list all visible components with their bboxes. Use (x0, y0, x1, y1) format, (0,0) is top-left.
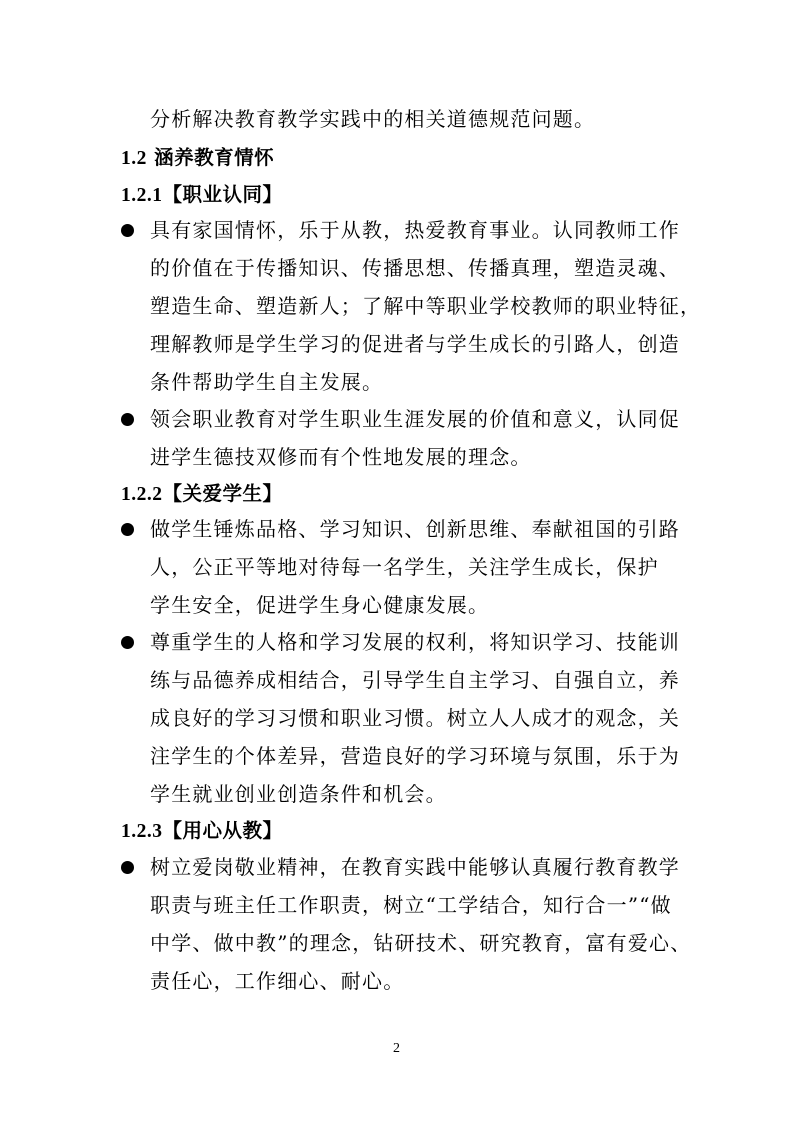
subsection-title: 【职业认同】 (162, 183, 283, 206)
section-heading-1-2 (121, 146, 274, 171)
page-number: 2 (393, 1041, 400, 1056)
bullet-4-line-3: 成良好的学习习惯和职业习惯。树立人人成才的观念，关 (150, 706, 680, 730)
bullet-dot-icon (121, 413, 134, 426)
bullet-5-line-4: 责任心，工作细心、耐心。 (150, 969, 405, 993)
bullet-4-line-5: 学生就业创业创造条件和机会。 (150, 782, 447, 806)
subsection-number: 1.2.1 (121, 185, 163, 206)
bullet-4-line-4: 注学生的个体差异，营造良好的学习环境与氛围，乐于为 (150, 744, 680, 768)
subsection-heading-1-2-1 (121, 183, 283, 208)
bullet-dot-icon (121, 861, 134, 874)
bullet-dot-icon (121, 523, 134, 536)
bullet-2-line-2: 进学生德技双修而有个性地发展的理念。 (150, 445, 532, 469)
bullet-1-line-4: 理解教师是学生学习的促进者与学生成长的引路人，创造 (150, 332, 680, 356)
bullet-5-line-2: 职责与班主任工作职责，树立“工学结合，知行合一”“做 (150, 893, 672, 917)
bullet-4-line-1: 尊重学生的人格和学习发展的权利，将知识学习、技能训 (150, 630, 680, 654)
subsection-heading-1-2-3 (121, 819, 283, 844)
bullet-dot-icon (121, 224, 134, 237)
bullet-5-line-3: 中学、做中教”的理念，钻研技术、研究教育，富有爱心、 (150, 931, 692, 955)
section-number: 1.2 (121, 148, 147, 169)
intro-line: 分析解决教育教学实践中的相关道德规范问题。 (150, 107, 596, 131)
section-title: 涵养教育情怀 (154, 146, 275, 169)
bullet-1-line-3: 塑造生命、塑造新人；了解中等职业学校教师的职业特征， (150, 294, 702, 318)
bullet-3-line-3: 学生安全，促进学生身心健康发展。 (150, 593, 490, 617)
bullet-dot-icon (121, 636, 134, 649)
subsection-heading-1-2-2 (121, 482, 283, 507)
bullet-1-line-2: 的价值在于传播知识、传播思想、传播真理，塑造灵魂、 (150, 256, 680, 280)
bullet-3-line-1: 做学生锤炼品格、学习知识、创新思维、奉献祖国的引路 (150, 517, 680, 541)
bullet-1-line-5: 条件帮助学生自主发展。 (150, 370, 384, 394)
bullet-5-line-1: 树立爱岗敬业精神，在教育实践中能够认真履行教育教学 (150, 855, 680, 879)
subsection-title: 【关爱学生】 (162, 482, 283, 505)
subsection-number: 1.2.3 (121, 821, 163, 842)
subsection-title: 【用心从教】 (162, 819, 283, 842)
subsection-number: 1.2.2 (121, 484, 163, 505)
bullet-2-line-1: 领会职业教育对学生职业生涯发展的价值和意义，认同促 (150, 407, 680, 431)
bullet-3-line-2: 人，公正平等地对待每一名学生，关注学生成长，保护 (150, 555, 659, 579)
bullet-1-line-1: 具有家国情怀，乐于从教，热爱教育事业。认同教师工作 (150, 218, 680, 242)
bullet-4-line-2: 练与品德养成相结合，引导学生自主学习、自强自立，养 (150, 668, 680, 692)
